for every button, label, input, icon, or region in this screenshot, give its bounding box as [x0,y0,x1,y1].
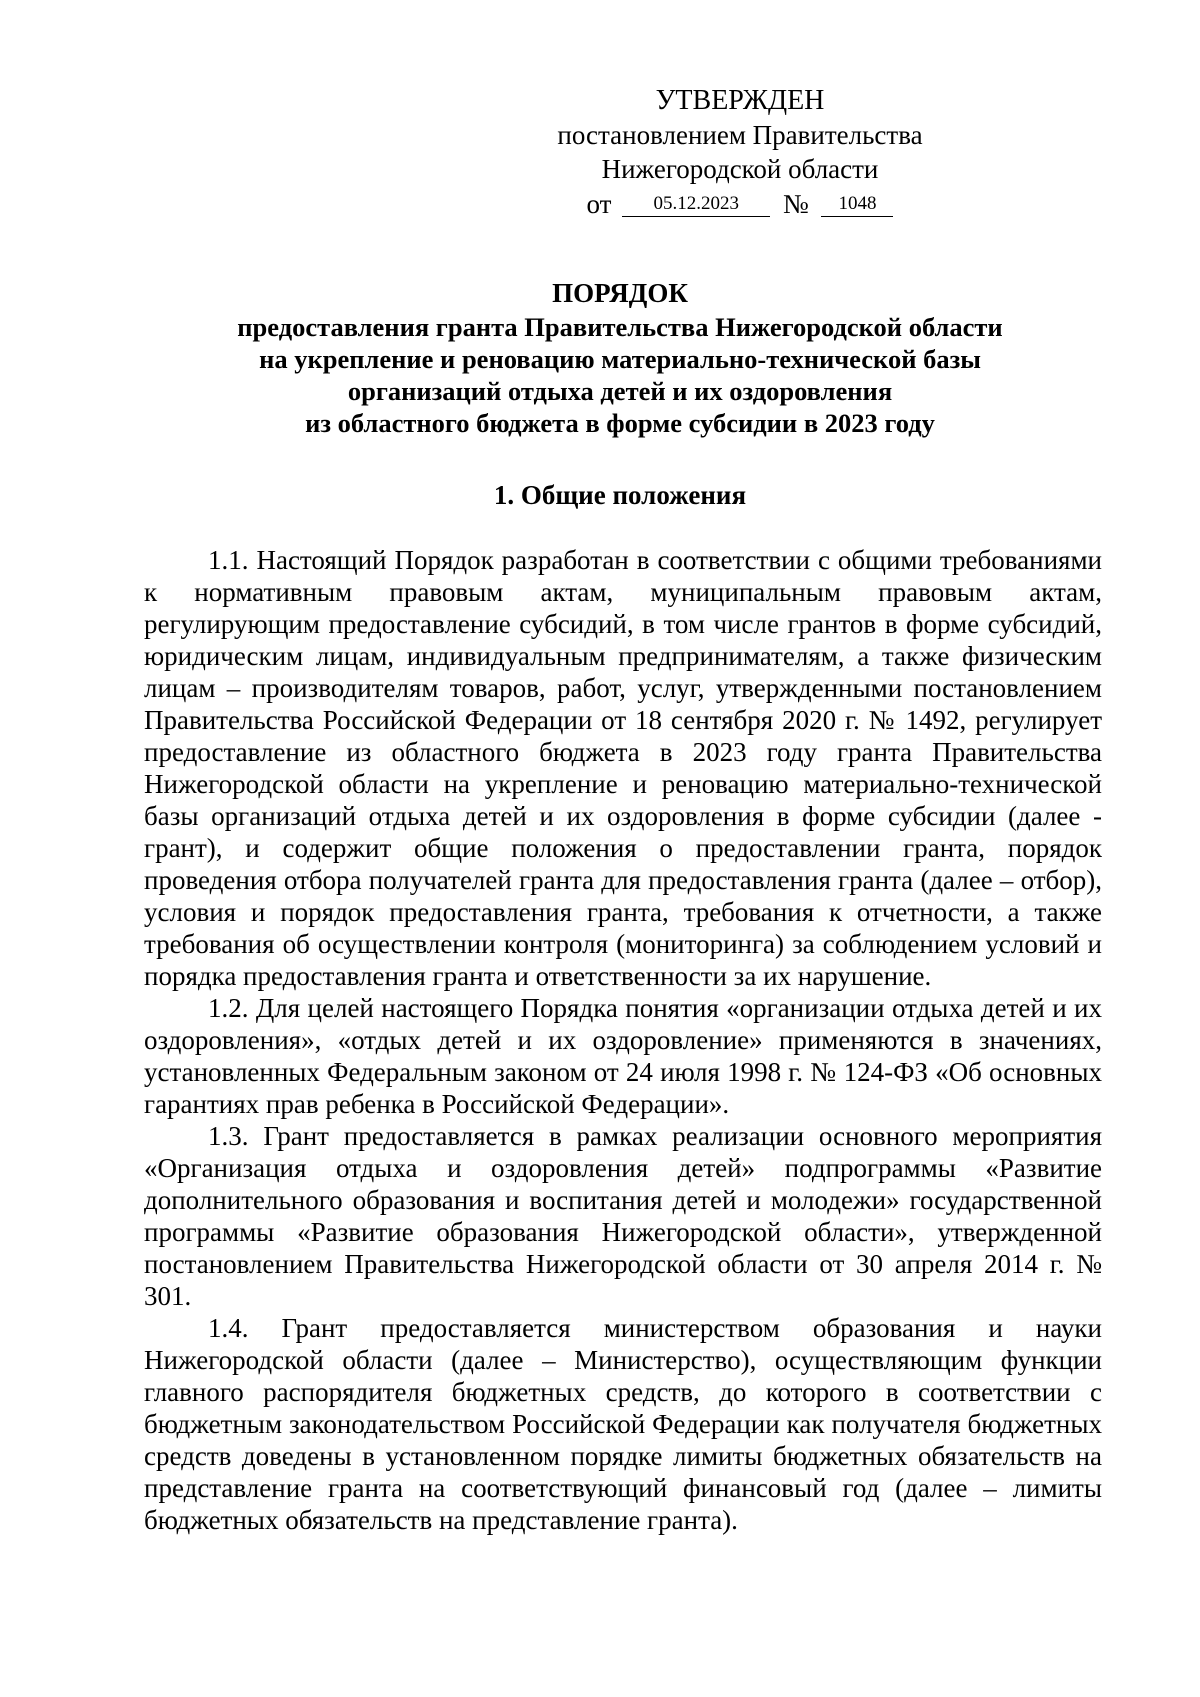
section-heading: 1. Общие положения [493,480,747,510]
approval-region: Нижегородской области [601,154,879,184]
paragraph-1-2: 1.2. Для целей настоящего Порядка понятия «организации отдыха детей и их оздоровления», «отдых детей и их оздоровление» применяются в значениях, установленных Федеральным законом от 24 июля 1998 г. № 124-ФЗ «Об основных гарантиях прав ребенка в Российской Федерации». [144,993,1102,1119]
approval-authority: постановлением Правительства [557,120,923,150]
document-body [144,544,1102,1536]
number-prefix: № [782,189,809,219]
document-title [140,277,1100,439]
title-line: предоставления гранта Правительства Нижегородской области [237,312,1003,342]
approval-stamp [540,84,940,221]
approval-number: 1048 [821,192,893,217]
title-line: организаций отдыха детей и их оздоровления [347,376,893,406]
title-line: на укрепление и реновацию материально-технической базы [259,344,981,374]
paragraph-1-1: 1.1. Настоящий Порядок разработан в соответствии с общими требованиями к нормативным правовым актам, муниципальным правовым актам, регулирующим предоставление субсидий, в том числе грантов в форме субсидий, юридическим лицам, индивидуальным предпринимателям, а также физическим лицам – производителям товаров, работ, услуг, утвержденными постановлением Правительства Российской Федерации от 18 сентября 2020 г. № 1492, регулирует предоставление из областного бюджета в 2023 году гранта Правительства Нижегородской области на укрепление и реновацию материально-технической базы организаций отдыха детей и их оздоровления в форме субсидии (далее - грант), и содержит общие положения о предоставлении гранта, порядок проведения отбора получателей гранта для предоставления гранта (далее – отбор), условия и порядок предоставления гранта, требования к отчетности, а также требования об осуществлении контроля (мониторинга) за соблюдением условий и порядка предоставления гранта и ответственности за их нарушение. [144,545,1102,991]
approval-date-line [540,187,940,221]
approval-heading: УТВЕРЖДЕН [655,85,825,116]
title-line: из областного бюджета в форме субсидии в 2023 году [305,408,935,438]
date-prefix: от [586,189,612,219]
paragraph-1-4: 1.4. Грант предоставляется министерством образования и науки Нижегородской области (далее – Министерство), осуществляющим функции главного распорядителя бюджетных средств, до которого в соответствии с бюджетным законодательством Российской Федерации как получателя бюджетных средств доведены в установленном порядке лимиты бюджетных обязательств на представление гранта на соответствующий финансовый год (далее – лимиты бюджетных обязательств на представление гранта). [144,1313,1102,1535]
paragraph-1-3: 1.3. Грант предоставляется в рамках реализации основного мероприятия «Организация отдыха и оздоровления детей» подпрограммы «Развитие дополнительного образования и воспитания детей и молодежи» государственной программы «Развитие образования Нижегородской области», утвержденной постановлением Правительства Нижегородской области от 30 апреля 2014 г. № 301. [144,1121,1102,1311]
title-heading: ПОРЯДОК [552,278,688,308]
approval-date: 05.12.2023 [622,192,770,217]
